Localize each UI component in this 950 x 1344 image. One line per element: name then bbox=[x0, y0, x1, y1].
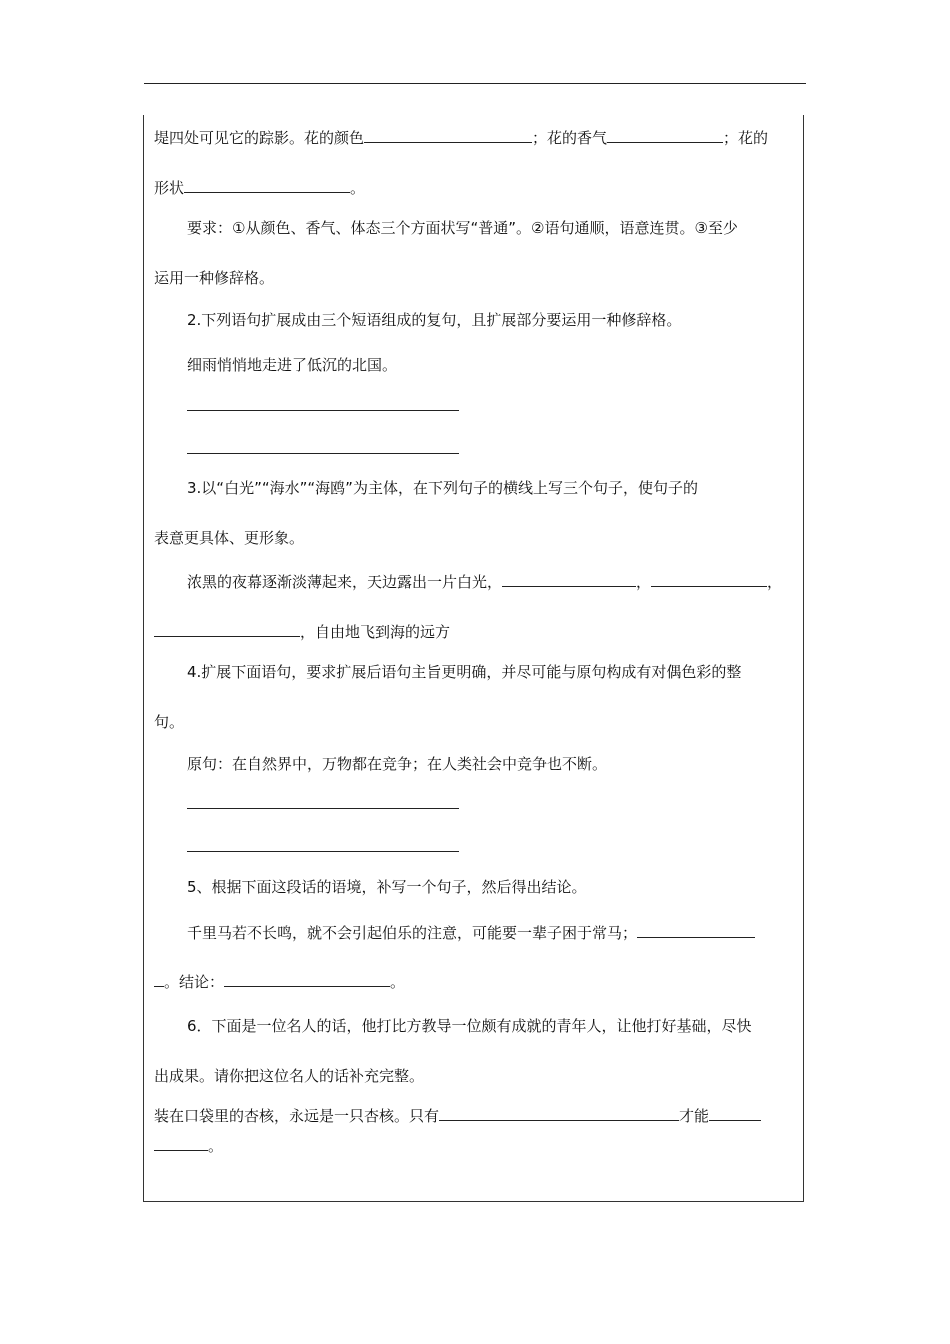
q1-color-blank[interactable] bbox=[364, 126, 532, 143]
q1-line-2 bbox=[154, 176, 365, 199]
q3-prompt-2: 表意更具体、更形象。 bbox=[154, 529, 305, 547]
q5-text-2b: 。 bbox=[390, 973, 406, 991]
q6-text-1b: 才能 bbox=[679, 1107, 710, 1125]
q6-condition-blank[interactable] bbox=[439, 1104, 679, 1121]
q5-line-1 bbox=[187, 921, 755, 944]
q4-original-sentence: 原句：在自然界中，万物都在竞争；在人类社会中竞争也不断。 bbox=[187, 755, 608, 773]
q1-shape-blank[interactable] bbox=[184, 176, 350, 193]
q3-line-2 bbox=[154, 620, 450, 643]
q6-prompt-1: 6．下面是一位名人的话，他打比方教导一位颇有成就的青年人，让他打好基础，尽快 bbox=[187, 1017, 752, 1035]
q3-text-1c: ， bbox=[767, 573, 783, 591]
q1-text-1a: 堤四处可见它的踪影。花的颜色 bbox=[154, 129, 365, 147]
q6-result-blank-cont[interactable] bbox=[154, 1134, 208, 1151]
q6-result-blank[interactable] bbox=[709, 1104, 761, 1121]
header-rule bbox=[144, 83, 806, 84]
q3-line-1 bbox=[187, 570, 782, 593]
q1-text-2a: 形状 bbox=[154, 179, 185, 197]
q4-prompt-2: 句。 bbox=[154, 713, 185, 731]
q3-text-1b: ， bbox=[636, 573, 652, 591]
q6-line-1 bbox=[154, 1104, 761, 1127]
q4-answer-line-1[interactable] bbox=[187, 808, 459, 809]
q1-fragrance-blank[interactable] bbox=[607, 126, 723, 143]
q2-answer-line-1[interactable] bbox=[187, 410, 459, 411]
q3-text-1a: 浓黑的夜幕逐渐淡薄起来，天边露出一片白光， bbox=[187, 573, 503, 591]
q3-blank-1[interactable] bbox=[502, 570, 636, 587]
q5-conclusion-blank[interactable] bbox=[224, 970, 390, 987]
q4-answer-line-2[interactable] bbox=[187, 851, 459, 852]
q5-sentence-blank[interactable] bbox=[637, 921, 755, 938]
q2-sentence: 细雨悄悄地走进了低沉的北国。 bbox=[187, 356, 398, 374]
q5-text-1: 千里马若不长鸣，就不会引起伯乐的注意，可能要一辈子困于常马； bbox=[187, 924, 638, 942]
q1-line-1 bbox=[154, 126, 768, 149]
q3-blank-3[interactable] bbox=[154, 620, 300, 637]
q6-text-2b: 。 bbox=[208, 1137, 224, 1155]
q3-blank-2[interactable] bbox=[651, 570, 767, 587]
q1-text-2b: 。 bbox=[350, 179, 366, 197]
q3-prompt-1: 3.以“白光”“海水”“海鸥”为主体，在下列句子的横线上写三个句子，使句子的 bbox=[187, 479, 698, 497]
q4-prompt-1: 4.扩展下面语句，要求扩展后语句主旨更明确，并尽可能与原句构成有对偶色彩的整 bbox=[187, 663, 742, 681]
q1-requirement-1: 要求：①从颜色、香气、体态三个方面状写“普通”。②语句通顺，语意连贯。③至少 bbox=[187, 219, 738, 237]
q5-text-2a: 。结论： bbox=[164, 973, 225, 991]
q6-line-2 bbox=[154, 1134, 223, 1157]
q2-prompt: 2.下列语句扩展成由三个短语组成的复句，且扩展部分要运用一种修辞格。 bbox=[187, 311, 682, 329]
q3-text-2a: ，自由地飞到海的远方 bbox=[300, 623, 451, 641]
q1-text-1b: ；花的香气 bbox=[532, 129, 608, 147]
q1-text-1c: ；花的 bbox=[723, 129, 769, 147]
q6-text-1a: 装在口袋里的杏核，永远是一只杏核。只有 bbox=[154, 1107, 440, 1125]
q5-prompt: 5、根据下面这段话的语境，补写一个句子，然后得出结论。 bbox=[187, 878, 587, 896]
q6-prompt-2: 出成果。请你把这位名人的话补充完整。 bbox=[154, 1067, 425, 1085]
q2-answer-line-2[interactable] bbox=[187, 453, 459, 454]
q5-sentence-blank-cont[interactable] bbox=[154, 970, 164, 987]
q5-line-2 bbox=[154, 970, 405, 993]
q1-requirement-2: 运用一种修辞格。 bbox=[154, 269, 275, 287]
